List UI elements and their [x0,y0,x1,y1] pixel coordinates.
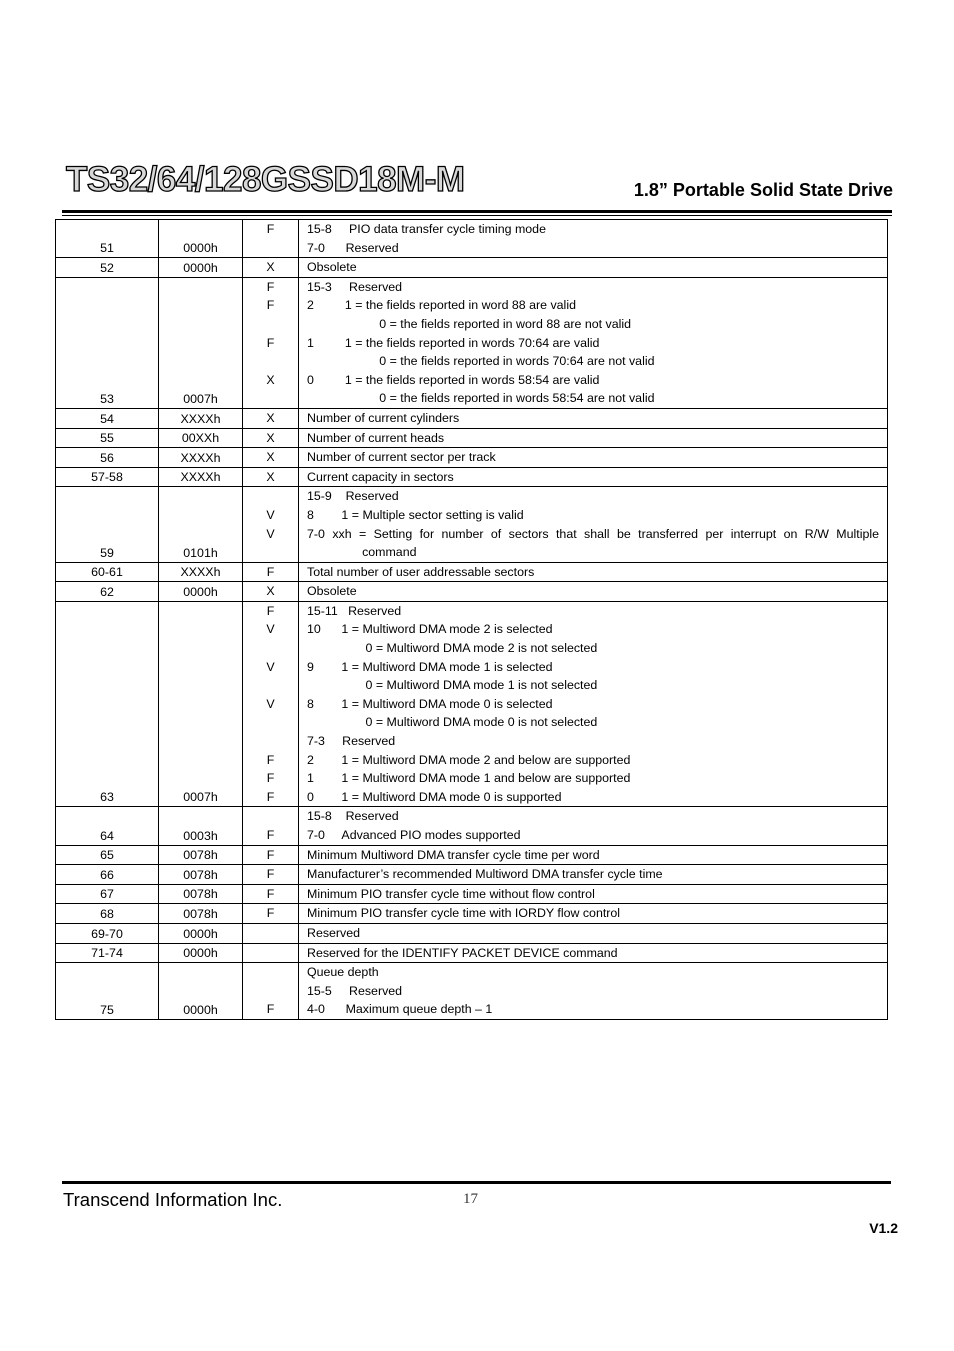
table-row [56,277,888,408]
default-value-cell: 0078h [159,845,243,865]
word-cell: 68 [56,904,159,924]
fv-flag [243,982,298,1001]
fv-flag: V [266,659,275,674]
fv-flag [243,713,298,732]
description-line: Minimum PIO transfer cycle time with IORDY flow control [307,906,621,921]
description-cell [299,408,888,428]
description-cell [299,923,888,943]
description-line: 7-3 Reserved [307,734,396,749]
word-cell: 69-70 [56,923,159,943]
description-line: 0 = Multiword DMA mode 1 is not selected [307,678,598,693]
description-cell [299,865,888,885]
table-row [56,884,888,904]
description-cell [299,428,888,448]
word-cell: 67 [56,884,159,904]
default-value-cell: 0078h [159,865,243,885]
fv-flag [243,639,298,658]
description-line: 15-8 Reserved [307,809,399,824]
table-row [56,467,888,487]
fv-flag: F [266,886,275,901]
fv-flag: X [266,410,275,425]
fv-cell [243,865,299,885]
fv-cell [243,448,299,468]
description-line: 15-9 Reserved [307,489,399,504]
word-cell: 57-58 [56,467,159,487]
description-line: 0 = the fields reported in word 88 are not valid [307,316,632,331]
fv-flag: F [266,847,275,862]
word-cell: 63 [56,601,159,807]
description-line: 8 1 = Multiple sector setting is valid [307,507,524,522]
fv-flag: F [266,222,275,236]
fv-flag: X [266,584,275,599]
fv-cell [243,601,299,807]
description-line: 10 1 = Multiword DMA mode 2 is selected [307,622,553,637]
table-row [56,448,888,468]
description-line: 0 = the fields reported in words 70:64 are not valid [307,354,655,369]
word-cell: 59 [56,487,159,562]
default-value-cell: 0007h [159,601,243,807]
description-line: 15-8 PIO data transfer cycle timing mode [307,222,546,236]
default-value-cell: 00XXh [159,428,243,448]
fv-cell [243,467,299,487]
table-row [56,408,888,428]
description-line: Minimum PIO transfer cycle time without flow control [307,886,595,901]
description-line: Number of current sector per track [307,450,496,465]
description-cell [299,562,888,582]
description-line: 1 1 = the fields reported in words 70:64 are valid [307,335,600,350]
identify-device-table [55,219,888,1020]
description-line: command [307,545,417,560]
fv-flag [243,924,298,943]
fv-flag [243,944,298,963]
word-cell: 75 [56,963,159,1020]
word-cell: 52 [56,258,159,278]
description-cell [299,943,888,963]
word-cell: 62 [56,582,159,602]
fv-flag [243,676,298,695]
description-cell [299,487,888,562]
description-line: Total number of user addressable sectors [307,564,535,579]
word-cell: 55 [56,428,159,448]
table-row [56,904,888,924]
description-line: 0 = the fields reported in words 58:54 are not valid [307,391,655,406]
description-cell [299,277,888,408]
description-cell [299,845,888,865]
fv-flag: F [266,279,275,294]
description-cell [299,807,888,845]
description-line: 0 1 = the fields reported in words 58:54 are valid [307,372,600,387]
word-cell: 64 [56,807,159,845]
description-line: 8 1 = Multiword DMA mode 0 is selected [307,696,553,711]
table-row [56,601,888,807]
table-row [56,943,888,963]
header-rule-thin [62,215,892,216]
description-cell [299,963,888,1020]
fv-flag [243,315,298,334]
default-value-cell: XXXXh [159,448,243,468]
description-line: Number of current heads [307,430,445,445]
fv-cell [243,923,299,943]
description-line: Reserved [307,925,361,940]
version-label: V1.2 [869,1220,898,1236]
table-body [56,220,888,1020]
fv-flag: F [266,867,275,882]
fv-flag: X [266,260,275,275]
description-line: 2 1 = Multiword DMA mode 2 and below are supported [307,752,631,767]
table-row [56,845,888,865]
word-cell: 60-61 [56,562,159,582]
fv-flag [243,732,298,751]
fv-cell [243,220,299,258]
table-row [56,923,888,943]
table-row [56,807,888,845]
table-row [56,220,888,258]
fv-flag: F [266,564,275,579]
fv-cell [243,845,299,865]
description-line: Queue depth [307,965,379,980]
description-line: 7-0 Advanced PIO modes supported [307,828,521,842]
word-cell: 56 [56,448,159,468]
fv-flag [243,239,298,258]
fv-cell [243,963,299,1020]
fv-flag: F [266,789,275,804]
table-row [56,258,888,278]
table-row [56,487,888,562]
fv-cell [243,943,299,963]
fv-flag [243,543,298,562]
description-line: 0 1 = Multiword DMA mode 0 is supported [307,789,562,804]
description-line: Manufacturer’s recommended Multiword DMA transfer cycle time [307,867,663,882]
description-line: 7-0 xxh = Setting for number of sectors that shall be transferred per interrupt on R/W Multiple [307,526,879,541]
fv-flag [243,963,298,982]
fv-flag: F [266,1002,275,1017]
fv-cell [243,408,299,428]
fv-flag: F [266,906,275,921]
description-line: 4-0 Maximum queue depth – 1 [307,1002,493,1017]
company-name: Transcend Information Inc. [63,1189,283,1210]
fv-flag: F [266,771,275,786]
page-number: 17 [463,1191,478,1207]
description-cell [299,467,888,487]
fv-cell [243,562,299,582]
description-line: 0 = Multiword DMA mode 0 is not selected [307,715,598,730]
description-line: 9 1 = Multiword DMA mode 1 is selected [307,659,553,674]
word-cell: 71-74 [56,943,159,963]
fv-flag: V [266,696,275,711]
table-row [56,963,888,1020]
description-cell [299,258,888,278]
default-value-cell: 0000h [159,258,243,278]
fv-flag [243,487,298,506]
word-cell: 53 [56,277,159,408]
fv-flag [243,352,298,371]
description-cell [299,220,888,258]
default-value-cell: 0078h [159,904,243,924]
default-value-cell: 0101h [159,487,243,562]
fv-flag [243,389,298,408]
fv-flag [243,807,298,826]
description-line: 7-0 Reserved [307,240,399,255]
fv-cell [243,487,299,562]
table-row [56,428,888,448]
default-value-cell: XXXXh [159,408,243,428]
fv-flag: F [266,335,275,350]
fv-cell [243,258,299,278]
word-cell: 65 [56,845,159,865]
description-line: Minimum Multiword DMA transfer cycle time per word [307,847,600,862]
fv-cell [243,428,299,448]
fv-flag: X [266,450,275,465]
description-line: 15-11 Reserved [307,603,402,618]
header-rule [62,210,892,213]
word-cell: 51 [56,220,159,258]
description-line: Current capacity in sectors [307,469,454,484]
table-row [56,865,888,885]
table-row [56,582,888,602]
fv-cell [243,884,299,904]
default-value-cell: 0003h [159,807,243,845]
default-value-cell: 0000h [159,220,243,258]
fv-cell [243,904,299,924]
word-cell: 66 [56,865,159,885]
default-value-cell: XXXXh [159,562,243,582]
description-line: Obsolete [307,584,357,599]
fv-cell [243,582,299,602]
document-subtitle: 1.8” Portable Solid State Drive [633,180,893,200]
fv-flag: F [266,298,275,313]
fv-flag: X [266,430,275,445]
footer-rule [62,1181,891,1184]
description-line: Obsolete [307,260,357,275]
description-line: 15-5 Reserved [307,983,403,998]
description-line: Reserved for the IDENTIFY PACKET DEVICE command [307,945,618,960]
default-value-cell: 0000h [159,963,243,1020]
fv-flag: V [266,507,275,522]
word-cell: 54 [56,408,159,428]
fv-flag: X [266,469,275,484]
description-cell [299,448,888,468]
document-title: TS32/64/128GSSD18M-M [66,160,465,199]
description-cell [299,884,888,904]
fv-flag: X [266,372,275,387]
fv-flag: V [266,622,275,637]
description-cell [299,601,888,807]
default-value-cell: 0000h [159,943,243,963]
description-line: 15-3 Reserved [307,279,403,294]
table-row [56,562,888,582]
fv-cell [243,807,299,845]
fv-flag: F [266,603,275,618]
default-value-cell: 0000h [159,582,243,602]
default-value-cell: 0007h [159,277,243,408]
fv-flag: F [266,828,275,842]
description-line: Number of current cylinders [307,410,460,425]
description-cell [299,904,888,924]
default-value-cell: XXXXh [159,467,243,487]
description-line: 1 1 = Multiword DMA mode 1 and below are supported [307,771,631,786]
description-line: 0 = Multiword DMA mode 2 is not selected [307,641,598,656]
default-value-cell: 0078h [159,884,243,904]
description-line: 2 1 = the fields reported in word 88 are valid [307,298,576,313]
description-cell [299,582,888,602]
fv-flag: V [266,526,275,541]
default-value-cell: 0000h [159,923,243,943]
fv-cell [243,277,299,408]
fv-flag: F [266,752,275,767]
